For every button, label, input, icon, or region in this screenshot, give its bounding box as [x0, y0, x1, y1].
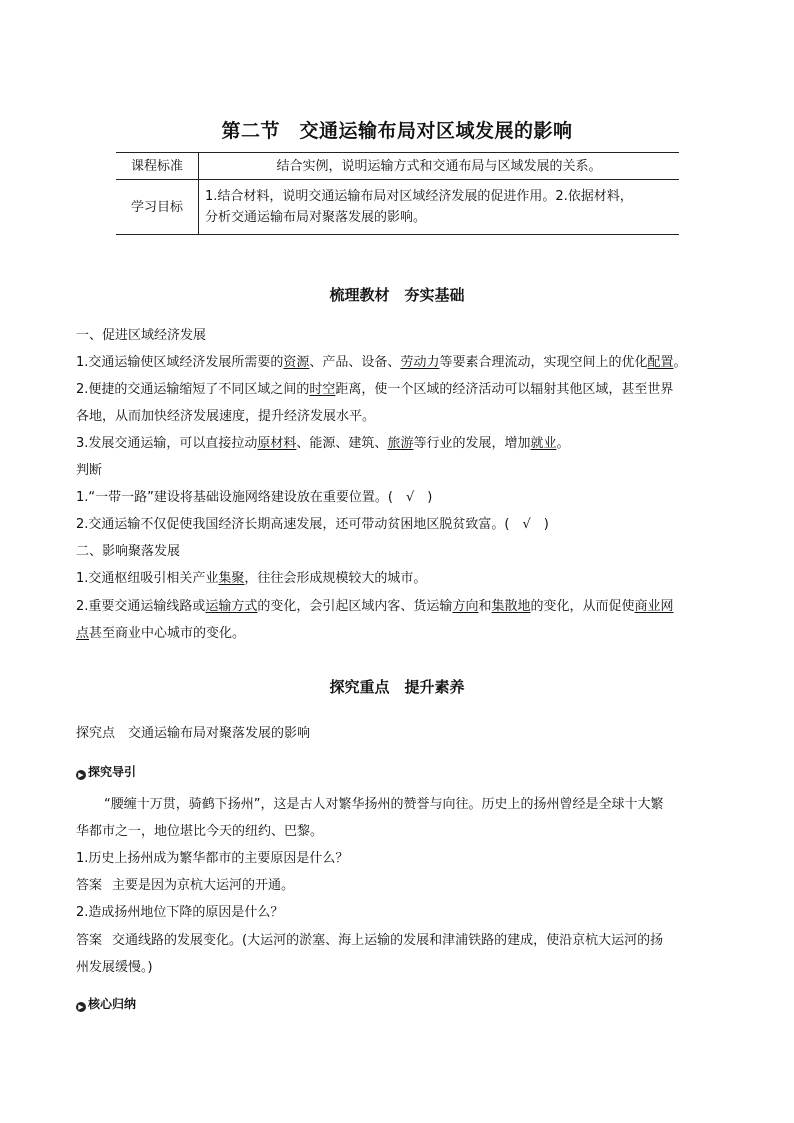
blank-answer: 资源: [283, 355, 310, 370]
text: 3.发展交通运输，可以直接拉动: [76, 436, 258, 451]
answer: [76, 931, 726, 951]
topic-line: 探究点 交通运输布局对聚落发展的影响: [76, 726, 311, 741]
paragraph: [76, 353, 726, 373]
paragraph: [76, 434, 726, 454]
row-content: 结合实例，说明运输方式和交通布局与区域发展的关系。: [199, 153, 680, 180]
question: 2.造成扬州地位下降的原因是什么？: [76, 905, 284, 920]
text: 等行业的发展，增加: [413, 436, 531, 451]
play-icon: ▶: [76, 770, 86, 780]
text: 的变化，从而促使: [530, 599, 635, 614]
text: 2.重要交通运输线路或: [76, 599, 206, 614]
blank-answer: 就业: [530, 436, 557, 451]
paragraph: [76, 597, 726, 617]
row-label: 学习目标: [116, 180, 199, 235]
blank-answer: 配置: [647, 355, 674, 370]
text: 、产品、设备、: [309, 355, 401, 370]
blank-answer: 集聚: [218, 571, 245, 586]
guide-marker: [76, 762, 726, 782]
blank-answer: 方向: [452, 599, 479, 614]
section-heading: 探究重点 提升素养: [329, 678, 465, 696]
goal-line: 分析交通运输布局对聚落发展的影响。: [205, 210, 427, 225]
page-title: 第二节 交通运输布局对区域发展的影响: [221, 120, 573, 142]
answer-text: 交通线路的发展变化。(大运河的淤塞、海上运输的发展和津浦铁路的建成，使沿京杭大运河的扬: [112, 933, 664, 948]
blank-answer: 点: [76, 626, 90, 641]
text: 1.交通枢纽吸引相关产业: [76, 571, 219, 586]
row-label: 课程标准: [116, 153, 199, 180]
text: 的变化，会引起区域内客、货运输: [257, 599, 453, 614]
blank-answer: 集散地: [491, 599, 531, 614]
summary-marker: [76, 994, 726, 1014]
blank-answer: 劳动力: [400, 355, 440, 370]
judge-title: 判断: [76, 463, 103, 478]
paragraph: 各地，从而加快经济发展速度，提升经济发展水平。: [76, 409, 376, 424]
paragraph: [76, 624, 726, 644]
text: 。: [556, 436, 570, 451]
section-heading: 梳理教材 夯实基础: [329, 286, 465, 304]
text: 距离，使一个区域的经济活动可以辐射其他区域，甚至世界: [335, 382, 674, 397]
text: 等要素合理流动，实现空间上的优化: [439, 355, 648, 370]
curriculum-table: [116, 152, 679, 235]
text: 、能源、建筑、: [296, 436, 388, 451]
text: 1.交通运输使区域经济发展所需要的: [76, 355, 284, 370]
answer-text: 主要是因为京杭大运河的开通。: [112, 878, 295, 893]
blank-answer: 原材料: [257, 436, 297, 451]
blank-answer: 旅游: [387, 436, 414, 451]
table-row: [116, 153, 679, 180]
table-row: [116, 180, 679, 235]
answer-label: 答案: [76, 878, 103, 893]
paragraph: “腰缠十万贯，骑鹤下扬州”，这是古人对繁华扬州的赞誉与向往。历史上的扬州曾经是全球十大繁: [104, 797, 664, 812]
row-content: [199, 180, 680, 235]
paragraph: [76, 380, 726, 400]
blank-answer: 商业网: [634, 599, 674, 614]
judge-item: 1.“一带一路”建设将基础设施网络建设放在重要位置。( √ ): [76, 490, 433, 505]
text: 甚至商业中心城市的变化。: [89, 626, 246, 641]
marker-label: 核心归纳: [88, 997, 137, 1011]
answer-label: 答案: [76, 933, 103, 948]
blank-answer: 运输方式: [205, 599, 258, 614]
judge-item: 2.交通运输不仅促使我国经济长期高速发展，还可带动贫困地区脱贫致富。( √ ): [76, 517, 549, 532]
answer: [76, 876, 726, 896]
marker-label: 探究导引: [88, 765, 137, 779]
paragraph: 华都市之一，地位堪比今天的纽约、巴黎。: [76, 824, 324, 839]
text: 和: [478, 599, 492, 614]
goal-line: 1.结合材料，说明交通运输布局对区域经济发展的促进作用。2.依据材料，: [205, 189, 633, 204]
part-title: 二、影响聚落发展: [76, 544, 181, 559]
paragraph: [76, 569, 726, 589]
blank-answer: 时空: [309, 382, 336, 397]
part-title: 一、促进区域经济发展: [76, 328, 207, 343]
play-icon: ▶: [76, 1002, 86, 1012]
text: 2.便捷的交通运输缩短了不同区域之间的: [76, 382, 310, 397]
text: ，往往会形成规模较大的城市。: [244, 571, 427, 586]
answer: 州发展缓慢。): [76, 960, 153, 975]
text: 。: [673, 355, 687, 370]
question: 1.历史上扬州成为繁华都市的主要原因是什么？: [76, 851, 349, 866]
